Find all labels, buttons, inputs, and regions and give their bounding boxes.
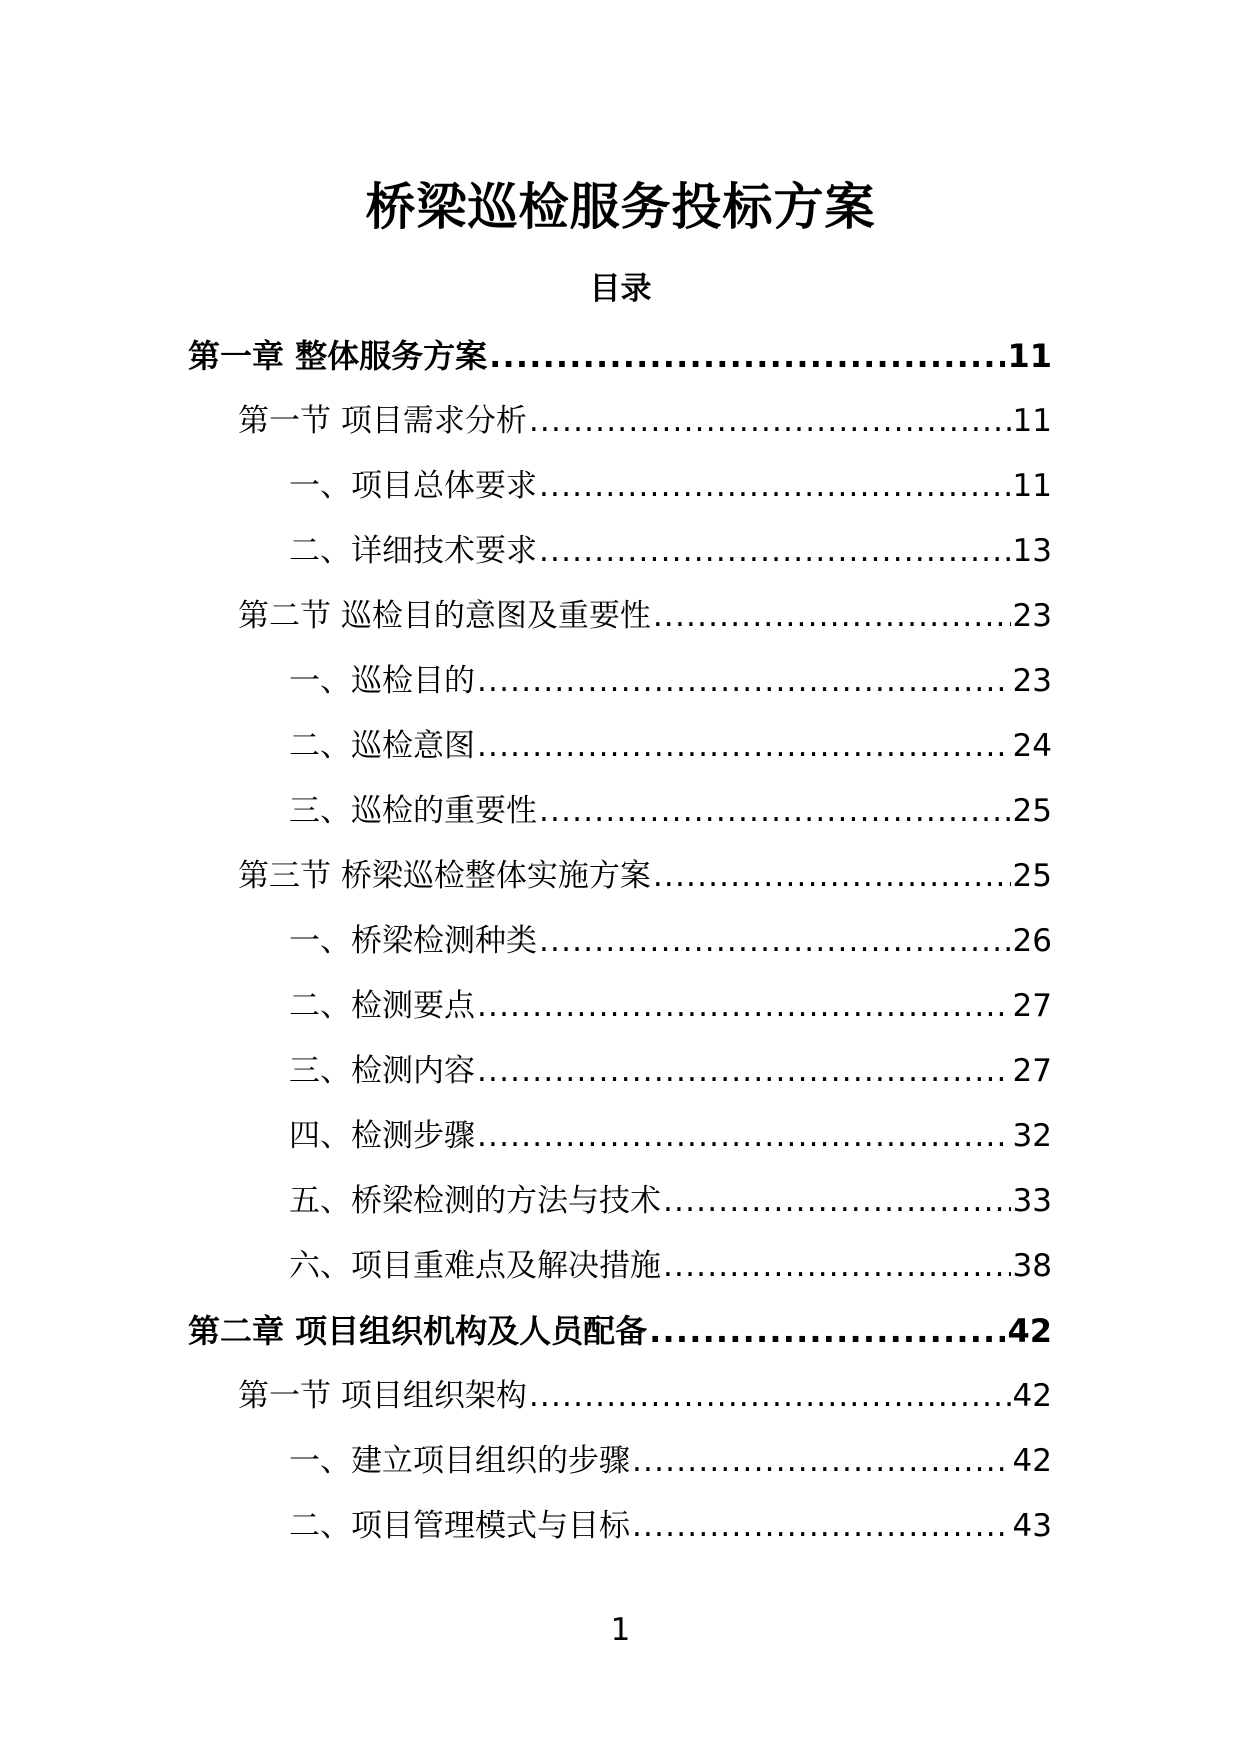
toc-entry-label: 三、检测内容 [289, 1053, 475, 1089]
dot-leader [477, 1039, 1011, 1104]
toc-entry-page: 24 [1012, 728, 1052, 764]
toc-entry-label: 二、检测要点 [289, 988, 475, 1024]
toc-entry-page: 11 [1012, 468, 1052, 504]
toc-entry-page: 23 [1012, 598, 1052, 634]
toc-entry-label: 六、项目重难点及解决措施 [289, 1248, 661, 1284]
toc-entry-page: 42 [1007, 1312, 1052, 1350]
table-of-contents [188, 324, 1052, 1559]
dot-leader [663, 1234, 1011, 1299]
toc-entry-page: 42 [1012, 1378, 1052, 1414]
toc-entry[interactable] [188, 454, 1052, 519]
toc-entry-label: 二、巡检意图 [289, 728, 475, 764]
toc-entry[interactable] [188, 1364, 1052, 1429]
page-number: 1 [610, 1612, 631, 1648]
toc-entry[interactable] [188, 974, 1052, 1039]
toc-entry[interactable] [188, 1104, 1052, 1169]
dot-leader [477, 1104, 1011, 1169]
toc-entry-page: 26 [1012, 923, 1052, 959]
document-title: 桥梁巡检服务投标方案 [365, 178, 876, 236]
dot-leader [663, 1169, 1011, 1234]
toc-entry-label: 一、巡检目的 [289, 663, 475, 699]
toc-entry-label: 第三节 桥梁巡检整体实施方案 [238, 858, 651, 894]
toc-entry-page: 27 [1012, 1053, 1052, 1089]
toc-entry[interactable] [188, 649, 1052, 714]
toc-entry-page: 32 [1012, 1118, 1052, 1154]
toc-entry[interactable] [188, 714, 1052, 779]
toc-entry-label: 一、建立项目组织的步骤 [289, 1443, 630, 1479]
dot-leader [632, 1429, 1011, 1494]
toc-entry-page: 27 [1012, 988, 1052, 1024]
toc-entry-label: 第二章 项目组织机构及人员配备 [188, 1312, 648, 1350]
toc-entry[interactable] [188, 389, 1052, 454]
toc-entry-page: 33 [1012, 1183, 1052, 1219]
toc-entry[interactable] [188, 584, 1052, 649]
toc-entry-label: 五、桥梁检测的方法与技术 [289, 1183, 661, 1219]
toc-heading: 目录 [589, 271, 652, 307]
toc-entry-page: 11 [1012, 403, 1052, 439]
dot-leader [539, 454, 1011, 519]
toc-entry-page: 25 [1012, 858, 1052, 894]
toc-entry[interactable] [188, 1494, 1052, 1559]
toc-entry-page: 13 [1012, 533, 1052, 569]
dot-leader [539, 779, 1011, 844]
toc-entry-label: 第一节 项目组织架构 [238, 1378, 527, 1414]
toc-entry[interactable] [188, 844, 1052, 909]
toc-entry-label: 第二节 巡检目的意图及重要性 [238, 598, 651, 634]
toc-entry[interactable] [188, 909, 1052, 974]
toc-entry[interactable] [188, 1169, 1052, 1234]
toc-entry-label: 第一节 项目需求分析 [238, 403, 527, 439]
toc-entry[interactable] [188, 519, 1052, 584]
toc-entry-page: 42 [1012, 1443, 1052, 1479]
toc-entry-label: 一、桥梁检测种类 [289, 923, 537, 959]
toc-entry-label: 一、项目总体要求 [289, 468, 537, 504]
dot-leader [477, 714, 1011, 779]
dot-leader [649, 1299, 1005, 1364]
toc-entry[interactable] [188, 324, 1052, 389]
dot-leader [489, 324, 1005, 389]
toc-entry-label: 三、巡检的重要性 [289, 793, 537, 829]
toc-entry-page: 23 [1012, 663, 1052, 699]
toc-entry-page: 25 [1012, 793, 1052, 829]
toc-entry-page: 11 [1007, 337, 1052, 375]
dot-leader [529, 1364, 1011, 1429]
dot-leader [539, 909, 1011, 974]
toc-entry-label: 第一章 整体服务方案 [188, 337, 488, 375]
toc-entry-label: 二、详细技术要求 [289, 533, 537, 569]
toc-entry[interactable] [188, 1429, 1052, 1494]
dot-leader [653, 844, 1011, 909]
toc-entry[interactable] [188, 1039, 1052, 1104]
dot-leader [632, 1494, 1011, 1559]
toc-entry-label: 二、项目管理模式与目标 [289, 1508, 630, 1544]
dot-leader [539, 519, 1011, 584]
dot-leader [477, 649, 1011, 714]
dot-leader [477, 974, 1011, 1039]
dot-leader [653, 584, 1011, 649]
toc-entry-page: 38 [1012, 1248, 1052, 1284]
toc-entry-label: 四、检测步骤 [289, 1118, 475, 1154]
toc-entry[interactable] [188, 779, 1052, 844]
toc-entry[interactable] [188, 1234, 1052, 1299]
dot-leader [529, 389, 1011, 454]
toc-entry-page: 43 [1012, 1508, 1052, 1544]
toc-entry[interactable] [188, 1299, 1052, 1364]
